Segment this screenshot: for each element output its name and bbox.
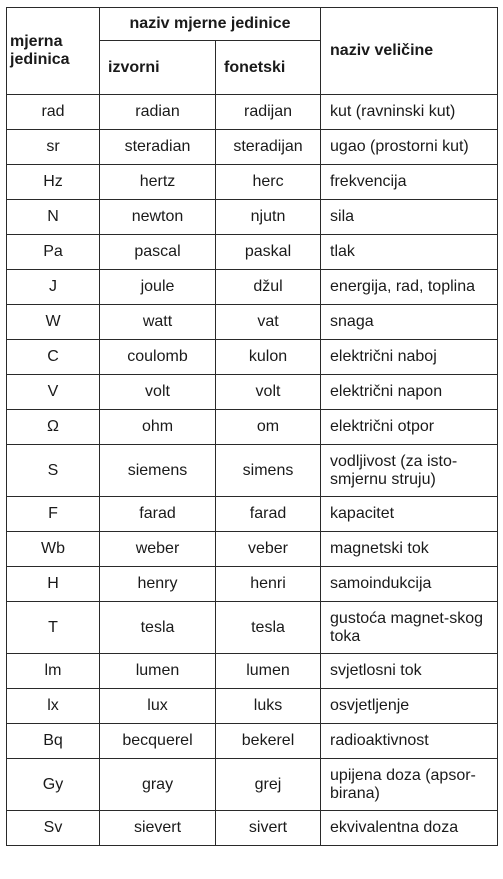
- quantity-name: električni napon: [321, 375, 498, 410]
- quantity-name: kapacitet: [321, 497, 498, 532]
- unit-symbol: N: [7, 200, 100, 235]
- table-row: [7, 724, 498, 759]
- unit-symbol: Pa: [7, 235, 100, 270]
- table-row: [7, 270, 498, 305]
- unit-original-name: gray: [100, 759, 216, 811]
- table-header: [7, 8, 498, 95]
- units-table: [6, 7, 498, 846]
- unit-phonetic-name: veber: [216, 532, 321, 567]
- header-quantity: naziv veličine: [321, 8, 498, 95]
- unit-symbol: V: [7, 375, 100, 410]
- unit-phonetic-name: om: [216, 410, 321, 445]
- header-original: izvorni: [100, 41, 216, 95]
- table-row: [7, 759, 498, 811]
- unit-original-name: siemens: [100, 445, 216, 497]
- unit-phonetic-name: henri: [216, 567, 321, 602]
- unit-phonetic-name: steradijan: [216, 130, 321, 165]
- unit-original-name: steradian: [100, 130, 216, 165]
- unit-symbol: S: [7, 445, 100, 497]
- unit-phonetic-name: volt: [216, 375, 321, 410]
- unit-original-name: joule: [100, 270, 216, 305]
- quantity-name: tlak: [321, 235, 498, 270]
- unit-symbol: J: [7, 270, 100, 305]
- quantity-name: gustoća magnet-skog toka: [321, 602, 498, 654]
- table-row: [7, 602, 498, 654]
- quantity-name: vodljivost (za isto-smjernu struju): [321, 445, 498, 497]
- table-row: [7, 654, 498, 689]
- quantity-name: frekvencija: [321, 165, 498, 200]
- unit-original-name: sievert: [100, 811, 216, 846]
- quantity-name: ekvivalentna doza: [321, 811, 498, 846]
- quantity-name: električni otpor: [321, 410, 498, 445]
- table-row: [7, 130, 498, 165]
- unit-symbol: T: [7, 602, 100, 654]
- quantity-name: električni naboj: [321, 340, 498, 375]
- unit-phonetic-name: džul: [216, 270, 321, 305]
- unit-phonetic-name: vat: [216, 305, 321, 340]
- unit-phonetic-name: simens: [216, 445, 321, 497]
- quantity-name: snaga: [321, 305, 498, 340]
- table-row: [7, 410, 498, 445]
- quantity-name: energija, rad, toplina: [321, 270, 498, 305]
- unit-phonetic-name: grej: [216, 759, 321, 811]
- unit-original-name: hertz: [100, 165, 216, 200]
- unit-symbol: H: [7, 567, 100, 602]
- unit-symbol: Hz: [7, 165, 100, 200]
- unit-original-name: radian: [100, 95, 216, 130]
- quantity-name: samoindukcija: [321, 567, 498, 602]
- header-phonetic: fonetski: [216, 41, 321, 95]
- unit-original-name: volt: [100, 375, 216, 410]
- unit-phonetic-name: paskal: [216, 235, 321, 270]
- table-row: [7, 340, 498, 375]
- header-unit-name: naziv mjerne jedinice: [100, 8, 321, 41]
- unit-symbol: Gy: [7, 759, 100, 811]
- unit-symbol: rad: [7, 95, 100, 130]
- unit-original-name: coulomb: [100, 340, 216, 375]
- unit-symbol: Wb: [7, 532, 100, 567]
- unit-phonetic-name: bekerel: [216, 724, 321, 759]
- quantity-name: upijena doza (apsor-birana): [321, 759, 498, 811]
- unit-phonetic-name: herc: [216, 165, 321, 200]
- quantity-name: magnetski tok: [321, 532, 498, 567]
- table-row: [7, 811, 498, 846]
- unit-symbol: C: [7, 340, 100, 375]
- unit-original-name: tesla: [100, 602, 216, 654]
- table-row: [7, 497, 498, 532]
- unit-phonetic-name: farad: [216, 497, 321, 532]
- quantity-name: sila: [321, 200, 498, 235]
- unit-symbol: lm: [7, 654, 100, 689]
- unit-original-name: lux: [100, 689, 216, 724]
- header-unit: mjerna jedinica: [7, 8, 100, 95]
- table-row: [7, 532, 498, 567]
- quantity-name: radioaktivnost: [321, 724, 498, 759]
- unit-phonetic-name: luks: [216, 689, 321, 724]
- unit-original-name: henry: [100, 567, 216, 602]
- unit-original-name: lumen: [100, 654, 216, 689]
- table-row: [7, 95, 498, 130]
- table-row: [7, 567, 498, 602]
- unit-symbol: sr: [7, 130, 100, 165]
- unit-symbol: F: [7, 497, 100, 532]
- unit-symbol: Bq: [7, 724, 100, 759]
- unit-original-name: weber: [100, 532, 216, 567]
- table-row: [7, 165, 498, 200]
- quantity-name: osvjetljenje: [321, 689, 498, 724]
- table-row: [7, 375, 498, 410]
- table-body: [7, 95, 498, 846]
- unit-symbol: Ω: [7, 410, 100, 445]
- unit-original-name: farad: [100, 497, 216, 532]
- unit-phonetic-name: radijan: [216, 95, 321, 130]
- unit-original-name: pascal: [100, 235, 216, 270]
- unit-original-name: becquerel: [100, 724, 216, 759]
- unit-symbol: lx: [7, 689, 100, 724]
- quantity-name: svjetlosni tok: [321, 654, 498, 689]
- table-row: [7, 689, 498, 724]
- table-row: [7, 235, 498, 270]
- unit-phonetic-name: lumen: [216, 654, 321, 689]
- unit-symbol: Sv: [7, 811, 100, 846]
- unit-original-name: newton: [100, 200, 216, 235]
- unit-symbol: W: [7, 305, 100, 340]
- table-row: [7, 200, 498, 235]
- table-row: [7, 445, 498, 497]
- unit-phonetic-name: njutn: [216, 200, 321, 235]
- table-row: [7, 305, 498, 340]
- unit-phonetic-name: sivert: [216, 811, 321, 846]
- quantity-name: kut (ravninski kut): [321, 95, 498, 130]
- unit-phonetic-name: kulon: [216, 340, 321, 375]
- quantity-name: ugao (prostorni kut): [321, 130, 498, 165]
- unit-original-name: ohm: [100, 410, 216, 445]
- unit-phonetic-name: tesla: [216, 602, 321, 654]
- unit-original-name: watt: [100, 305, 216, 340]
